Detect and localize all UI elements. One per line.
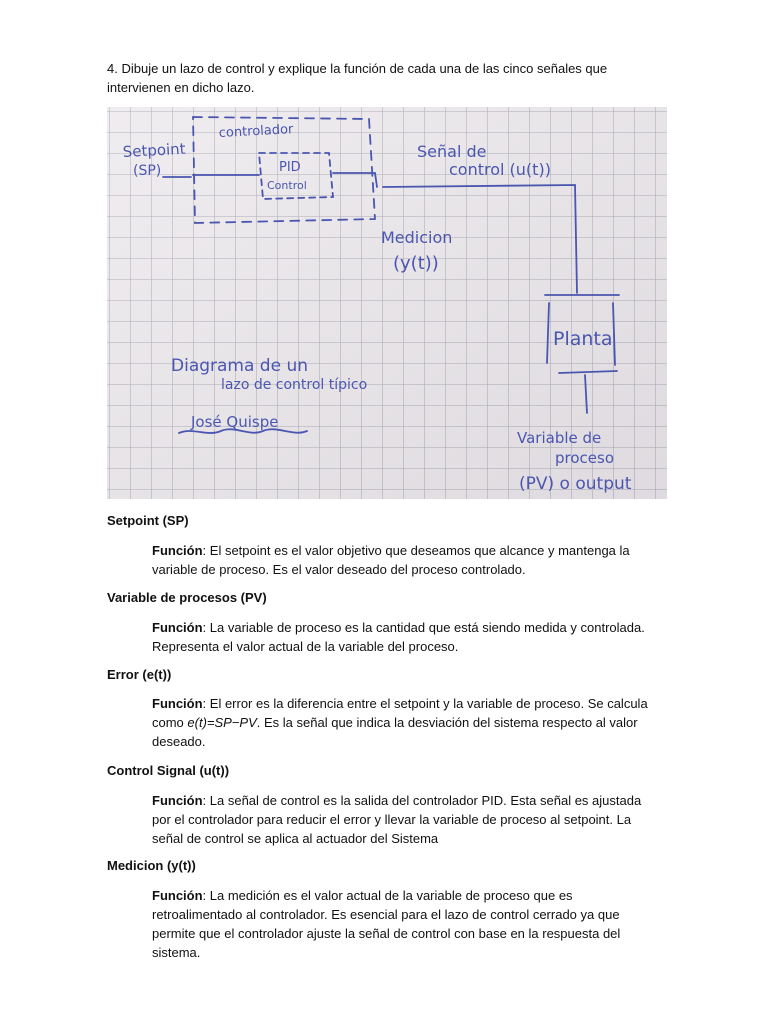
section-body-pv — [152, 618, 662, 656]
funcion-text: : La variable de proceso es la cantidad que está siendo medida y controlada. Representa el valor actual de la variable del proceso. — [152, 620, 645, 654]
medicion-yt-label: (y(t)) — [393, 253, 439, 274]
question-text: 4. Dibuje un lazo de control y explique la función de cada una de las cinco señales que intervienen en dicho lazo. — [107, 61, 608, 95]
funcion-label: Función — [152, 696, 203, 711]
section-body-error — [152, 694, 662, 751]
funcion-text: : La señal de control es la salida del controlador PID. Esta señal es ajustada por el controlador para reducir el error y llevar la variable de proceso al setpoint. La señal de control se aplica al actuador del Sistema — [152, 793, 642, 846]
setpoint-label: Setpoint — [122, 139, 187, 161]
control-ut-label: control (u(t)) — [449, 160, 551, 179]
author-name: José Quispe — [191, 413, 279, 431]
pv-line1: Variable de — [517, 429, 602, 447]
planta-label: Planta — [553, 328, 613, 350]
section-title-setpoint: Setpoint (SP) — [107, 513, 189, 528]
funcion-text-b: . Es la señal que indica la desviación del sistema respecto al valor deseado. — [152, 715, 638, 749]
funcion-text-a: : El error es la diferencia entre el setpoint y la variable de proceso. Se calcula como — [152, 696, 648, 730]
pv-line2: proceso — [555, 449, 615, 467]
controlador-label: controlador — [218, 122, 294, 141]
funcion-label: Función — [152, 888, 203, 903]
section-title-medicion: Medicion (y(t)) — [107, 858, 196, 873]
diagrama-line1: Diagrama de un — [171, 356, 309, 376]
section-title-pv: Variable de procesos (PV) — [107, 590, 267, 605]
section-body-setpoint — [152, 541, 662, 579]
senal-de-label: Señal de — [417, 142, 487, 161]
section-body-medicion — [152, 886, 662, 962]
funcion-text: : El setpoint es el valor objetivo que deseamos que alcance y mantenga la variable de proceso. Es el valor deseado del proceso controlado. — [152, 543, 630, 577]
section-body-control-signal — [152, 791, 662, 848]
funcion-label: Función — [152, 620, 203, 635]
pid-control-label: Control — [267, 179, 307, 192]
section-title-control-signal: Control Signal (u(t)) — [107, 763, 230, 778]
section-title-error: Error (e(t)) — [107, 667, 172, 682]
funcion-label: Función — [152, 543, 203, 558]
hand-drawn-diagram — [107, 107, 667, 499]
medicion-label: Medicion — [381, 228, 453, 247]
pid-label: PID — [279, 160, 301, 175]
funcion-label: Función — [152, 793, 203, 808]
diagram-photo — [107, 107, 667, 499]
error-formula: e(t)=SP−PV — [187, 715, 257, 730]
sp-label: (SP) — [133, 163, 162, 179]
diagrama-line2: lazo de control típico — [221, 377, 368, 393]
pv-line3: (PV) o output — [519, 474, 632, 494]
funcion-text: : La medición es el valor actual de la variable de proceso que es retroalimentado al controlador. Es esencial para el lazo de control cerrado ya que permite que el controlador ajuste la señal de control con base en la respuesta del sistema. — [152, 888, 621, 960]
